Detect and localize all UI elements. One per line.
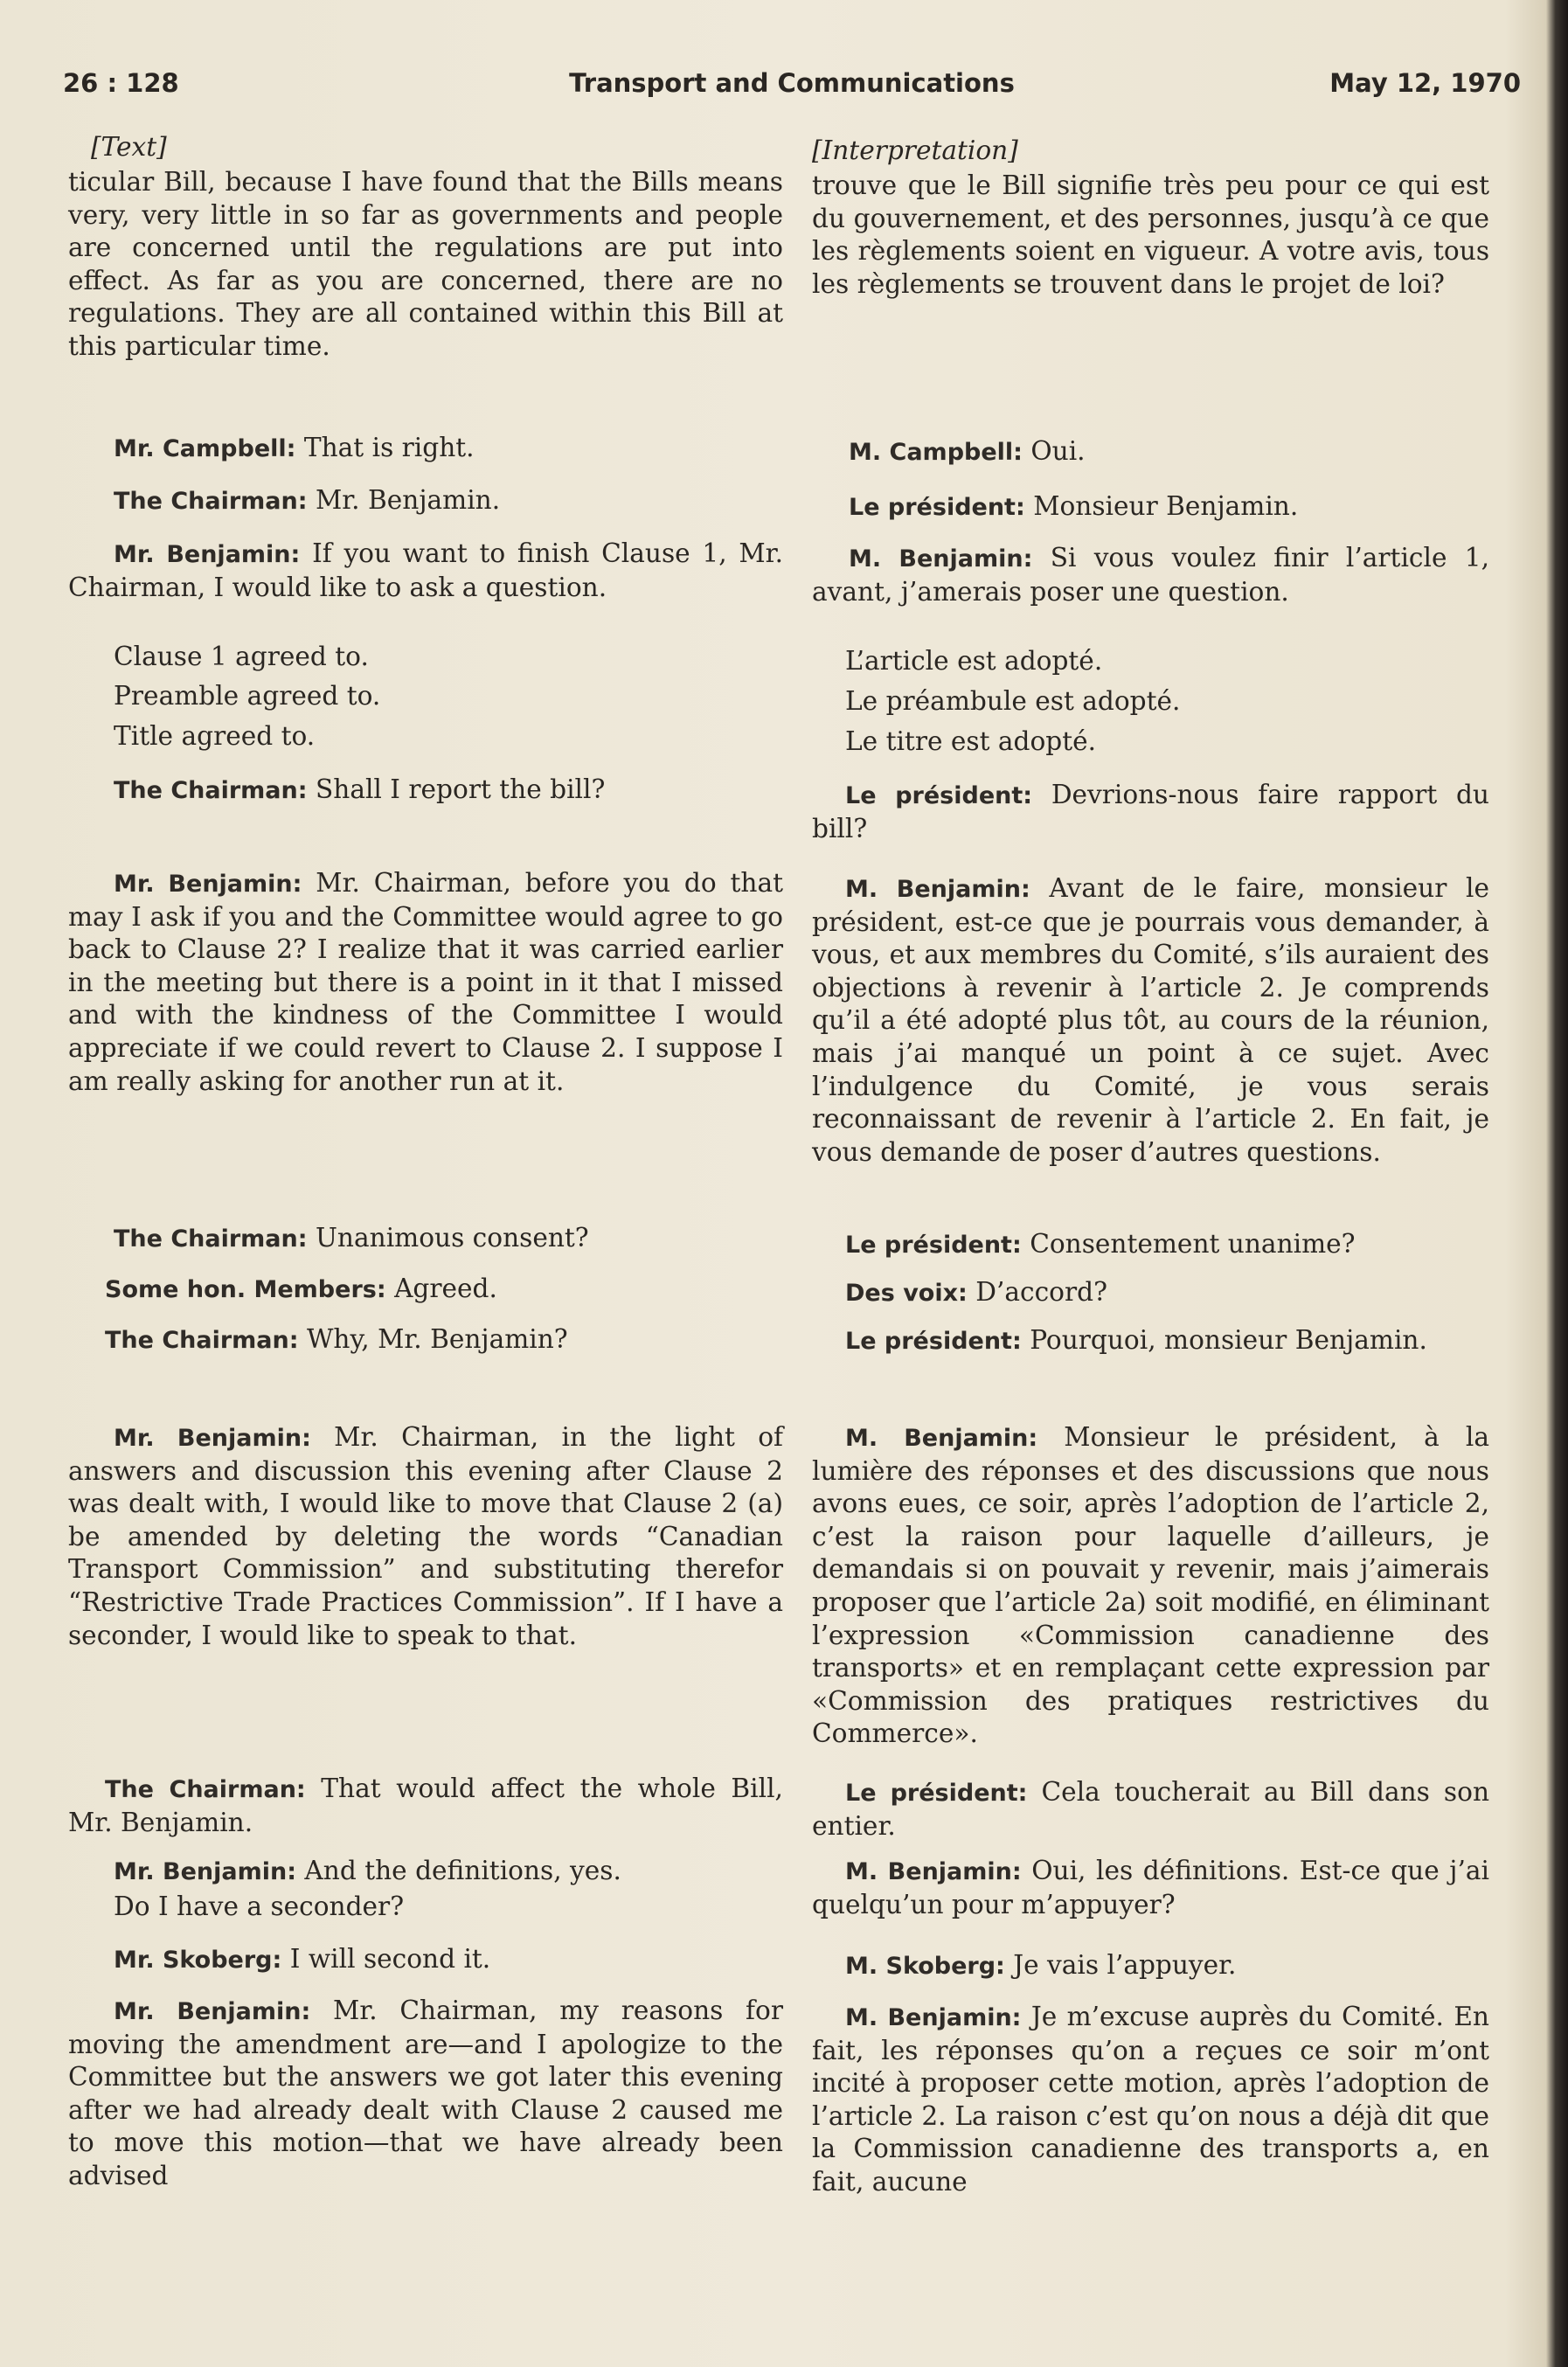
speaker-name: M. Benjamin: [845, 2004, 1022, 2031]
speaker-name: Mr. Skoberg: [114, 1947, 282, 1974]
speaker-name: M. Benjamin: [845, 876, 1030, 903]
speech [812, 1276, 1489, 1310]
speaker-name: Le président: [845, 1780, 1028, 1807]
speech [68, 1773, 783, 1839]
speech [812, 542, 1489, 608]
paragraph: Do I have a seconder? [114, 1892, 405, 1921]
speech [812, 779, 1489, 845]
speech-text: Mr. Benjamin. [315, 485, 501, 515]
speech [812, 1324, 1489, 1358]
speech [68, 1273, 783, 1307]
procedural-note: Title agreed to. [114, 721, 316, 751]
speaker-name: The Chairman: [105, 1776, 306, 1803]
speech [68, 867, 783, 1098]
speaker-name: Some hon. Members: [105, 1276, 386, 1303]
speech [68, 1943, 783, 1977]
paragraph-text: ticular Bill, because I have found that the Bills means very, very little in so far as governments and people are concerned until the regulations are put into effect. As far as you are concerned, there are no regulations. They are all contained within this Bill at this particular time. [68, 167, 783, 361]
speech-text: That would affect the whole Bill, Mr. Benjamin. [68, 1774, 783, 1837]
speaker-name: M. Benjamin: [845, 1425, 1038, 1452]
speaker-name: Mr. Campbell: [114, 435, 296, 462]
running-header [63, 68, 1521, 108]
speech [68, 1855, 783, 1889]
speech [68, 538, 783, 604]
speech-text: Monsieur le président, à la lumière des réponses et des discussions que nous avons eues, ce soir, après l’adoption de l’article 2, c’est la raison pour laquelle d’ailleurs, je demandais si on pouvait y revenir, mais j’aimerais proposer que l’article 2a) soit modifié, en éliminant l’expression «Commission canadienne des transports» et en remplaçant cette expression par «Commission des pratiques restrictives du Commerce». [812, 1422, 1489, 1749]
speaker-name: Le président: [849, 494, 1025, 521]
speaker-name: Mr. Benjamin: [114, 1858, 296, 1885]
speech-text: Mr. Chairman, before you do that may I ask if you and the Committee would agree to go back to Clause 2? I realize that it was carried earlier in the meeting but there is a point in it that I missed and with the kindness of the Committee I would appreciate if we could revert to Clause 2. I suppose I am really asking for another run at it. [68, 868, 783, 1096]
page-number: 26 : 128 [63, 68, 179, 98]
speech-text: Avant de le faire, monsieur le président, est-ce que je pourrais vous demander, à vous, et aux membres du Comité, s’ils auraient des objections à revenir à l’article 2. Je comprends qu’il a été adopté plus tôt, au cours de la réunion, mais j’ai manqué un point à ce sujet. Avec l’indulgence du Comité, je vous serais reconnaissant de revenir à l’article 2. En fait, je vous demande de poser d’autres questions. [812, 873, 1489, 1167]
speaker-name: The Chairman: [114, 777, 308, 804]
speech-text: If you want to finish Clause 1, Mr. Chairman, I would like to ask a question. [68, 538, 783, 602]
speech [812, 2001, 1489, 2199]
speaker-name: The Chairman: [105, 1327, 299, 1354]
speech-text: Je vais l’appuyer. [1013, 1950, 1237, 1980]
speech-text: Oui. [1030, 436, 1086, 466]
speech [812, 1421, 1489, 1751]
speech-text: Consentement unanime? [1030, 1229, 1356, 1259]
speech [812, 435, 1489, 469]
procedural-note: Le préambule est adopté. [845, 686, 1181, 716]
speaker-name: The Chairman: [114, 488, 308, 515]
procedural-note: Clause 1 agreed to. [114, 642, 369, 671]
column-language-label: [Text] [91, 132, 167, 162]
speaker-name: Mr. Benjamin: [114, 871, 302, 898]
speaker-name: Le président: [845, 1328, 1022, 1355]
speech-text: Pourquoi, monsieur Benjamin. [1030, 1325, 1427, 1355]
publication-title: Transport and Communications [569, 68, 1015, 98]
speech [812, 1776, 1489, 1843]
speaker-name: Le président: [845, 1232, 1022, 1259]
speech-text: Monsieur Benjamin. [1033, 491, 1299, 521]
speech [68, 1222, 783, 1256]
procedural-note: L’article est adopté. [845, 646, 1103, 676]
speech [68, 774, 783, 808]
speech-text: Mr. Chairman, my reasons for moving the amendment are—and I apologize to the Committee but the answers we got later this evening after we had already dealt with Clause 2 caused me to move this motion—that we have already been advised [68, 1996, 783, 2190]
procedural-note: Preamble agreed to. [114, 681, 381, 711]
speaker-name: The Chairman: [114, 1225, 308, 1253]
speech [68, 484, 783, 518]
speaker-name: M. Campbell: [849, 439, 1023, 466]
speaker-name: M. Benjamin: [845, 1858, 1022, 1885]
column-language-label: [Interpretation] [812, 135, 1018, 165]
speech [68, 1421, 783, 1652]
speech-text: Si vous voulez finir l’article 1, avant, j’amerais poser une question. [812, 543, 1489, 607]
speaker-name: Mr. Benjamin: [114, 541, 301, 568]
speech-text: Oui, les définitions. Est-ce que j’ai quelqu’un pour m’appuyer? [812, 1856, 1489, 1919]
speech [812, 872, 1489, 1169]
speech-text: And the definitions, yes. [304, 1856, 621, 1885]
speech-text: Devrions-nous faire rapport du bill? [812, 780, 1489, 843]
speech [812, 490, 1489, 524]
paragraph-text: trouve que le Bill signifie très peu pour ce qui est du gouvernement, et des personnes, jusqu’à ce que les règlements soient en vigueur. A votre avis, tous les règlements se trouvent dans le projet de loi? [812, 170, 1489, 299]
speaker-name: Le président: [845, 782, 1033, 809]
speech-text: That is right. [303, 433, 475, 462]
speaker-name: M. Skoberg: [845, 1953, 1005, 1980]
speech-text: Je m’excuse auprès du Comité. En fait, les réponses qu’on a reçues ce soir m’ont incité à proposer cette motion, après l’adoption de l’article 2. La raison c’est qu’on nous a déjà dit que la Commission canadienne des transports a, en fait, aucune [812, 2002, 1489, 2197]
speech [68, 1323, 783, 1357]
issue-date: May 12, 1970 [1329, 68, 1521, 98]
speech-text: Why, Mr. Benjamin? [306, 1324, 568, 1354]
speech [812, 1949, 1489, 1983]
speaker-name: Des voix: [845, 1280, 968, 1307]
speech-text: I will second it. [289, 1944, 491, 1974]
paragraph [812, 170, 1489, 301]
speech-text: Mr. Chairman, in the light of answers and discussion this evening after Clause 2 was dealt with, I would like to move that Clause 2 (a) be amended by deleting the words “Canadian Transport Commission” and substituting therefor “Restrictive Trade Practices Commission”. If I have a seconder, I would like to speak to that. [68, 1422, 783, 1650]
speech-text: D’accord? [975, 1277, 1107, 1307]
speech-text: Unanimous consent? [315, 1223, 589, 1253]
speaker-name: M. Benjamin: [849, 545, 1033, 573]
paragraph [68, 166, 783, 364]
procedural-note: Le titre est adopté. [845, 726, 1097, 756]
speaker-name: Mr. Benjamin: [114, 1425, 311, 1452]
speech [812, 1855, 1489, 1921]
speech-text: Cela toucherait au Bill dans son entier. [812, 1777, 1489, 1841]
speech-text: Agreed. [394, 1274, 497, 1303]
speech [812, 1228, 1489, 1262]
speech [68, 432, 783, 466]
speech-text: Shall I report the bill? [315, 774, 606, 804]
speaker-name: Mr. Benjamin: [114, 1998, 311, 2025]
speech [68, 1995, 783, 2193]
